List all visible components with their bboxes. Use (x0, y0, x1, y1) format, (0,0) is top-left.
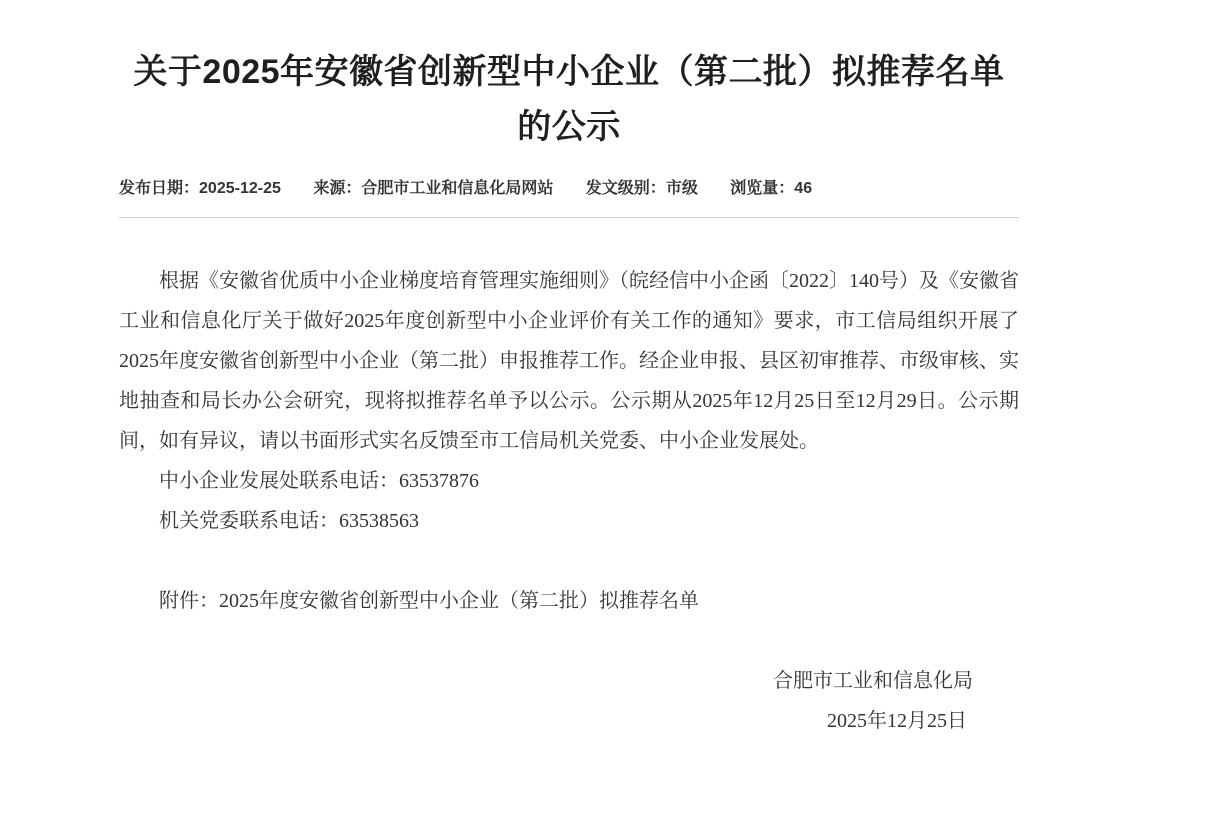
meta-doc-level (586, 180, 698, 197)
meta-views-value: 46 (794, 180, 813, 197)
meta-publish-date-value: 2025-12-25 (199, 180, 281, 197)
article-meta-bar (119, 181, 1019, 197)
phone-line-sme-division: 中小企业发展处联系电话：63537876 (159, 470, 479, 492)
meta-views (730, 180, 812, 197)
meta-divider (119, 217, 1019, 218)
blank-line (119, 621, 1019, 661)
announcement-article (119, 0, 1019, 741)
phone-line-party-committee: 机关党委联系电话：63538563 (159, 510, 419, 532)
meta-doc-level-value: 市级 (665, 180, 698, 197)
meta-source-value: 合肥市工业和信息化局网站 (361, 180, 554, 197)
meta-publish-date-label: 发布日期： (119, 180, 200, 197)
main-paragraph: 根据《安徽省优质中小企业梯度培育管理实施细则》（皖经信中小企函〔2022〕140号）及《安徽省工业和信息化厅关于做好2025年度创新型中小企业评价有关工作的通知》要求，市工信局组织开展了2025年度安徽省创新型中小企业（第二批）申报推荐工作。经企业申报、县区初审推荐、市级审核、实地抽查和局长办公会研究，现将拟推荐名单予以公示。公示期从2025年12月25日至12月29日。公示期间，如有异议，请以书面形式实名反馈至市工信局机关党委、中小企业发展处。 (119, 270, 1019, 452)
meta-doc-level-label: 发文级别： (585, 180, 666, 197)
meta-source-label: 来源： (313, 180, 362, 197)
article-body (119, 261, 1019, 741)
signature-date: 2025年12月25日 (827, 710, 967, 732)
signature-organization: 合肥市工业和信息化局 (773, 670, 973, 692)
attachment-line: 附件：2025年度安徽省创新型中小企业（第二批）拟推荐名单 (159, 590, 699, 612)
meta-publish-date (119, 180, 281, 197)
meta-views-label: 浏览量： (730, 180, 795, 197)
blank-line (119, 541, 1019, 581)
page-title: 关于2025年安徽省创新型中小企业（第二批）拟推荐名单的公示 (133, 53, 1005, 146)
meta-source (313, 180, 553, 197)
